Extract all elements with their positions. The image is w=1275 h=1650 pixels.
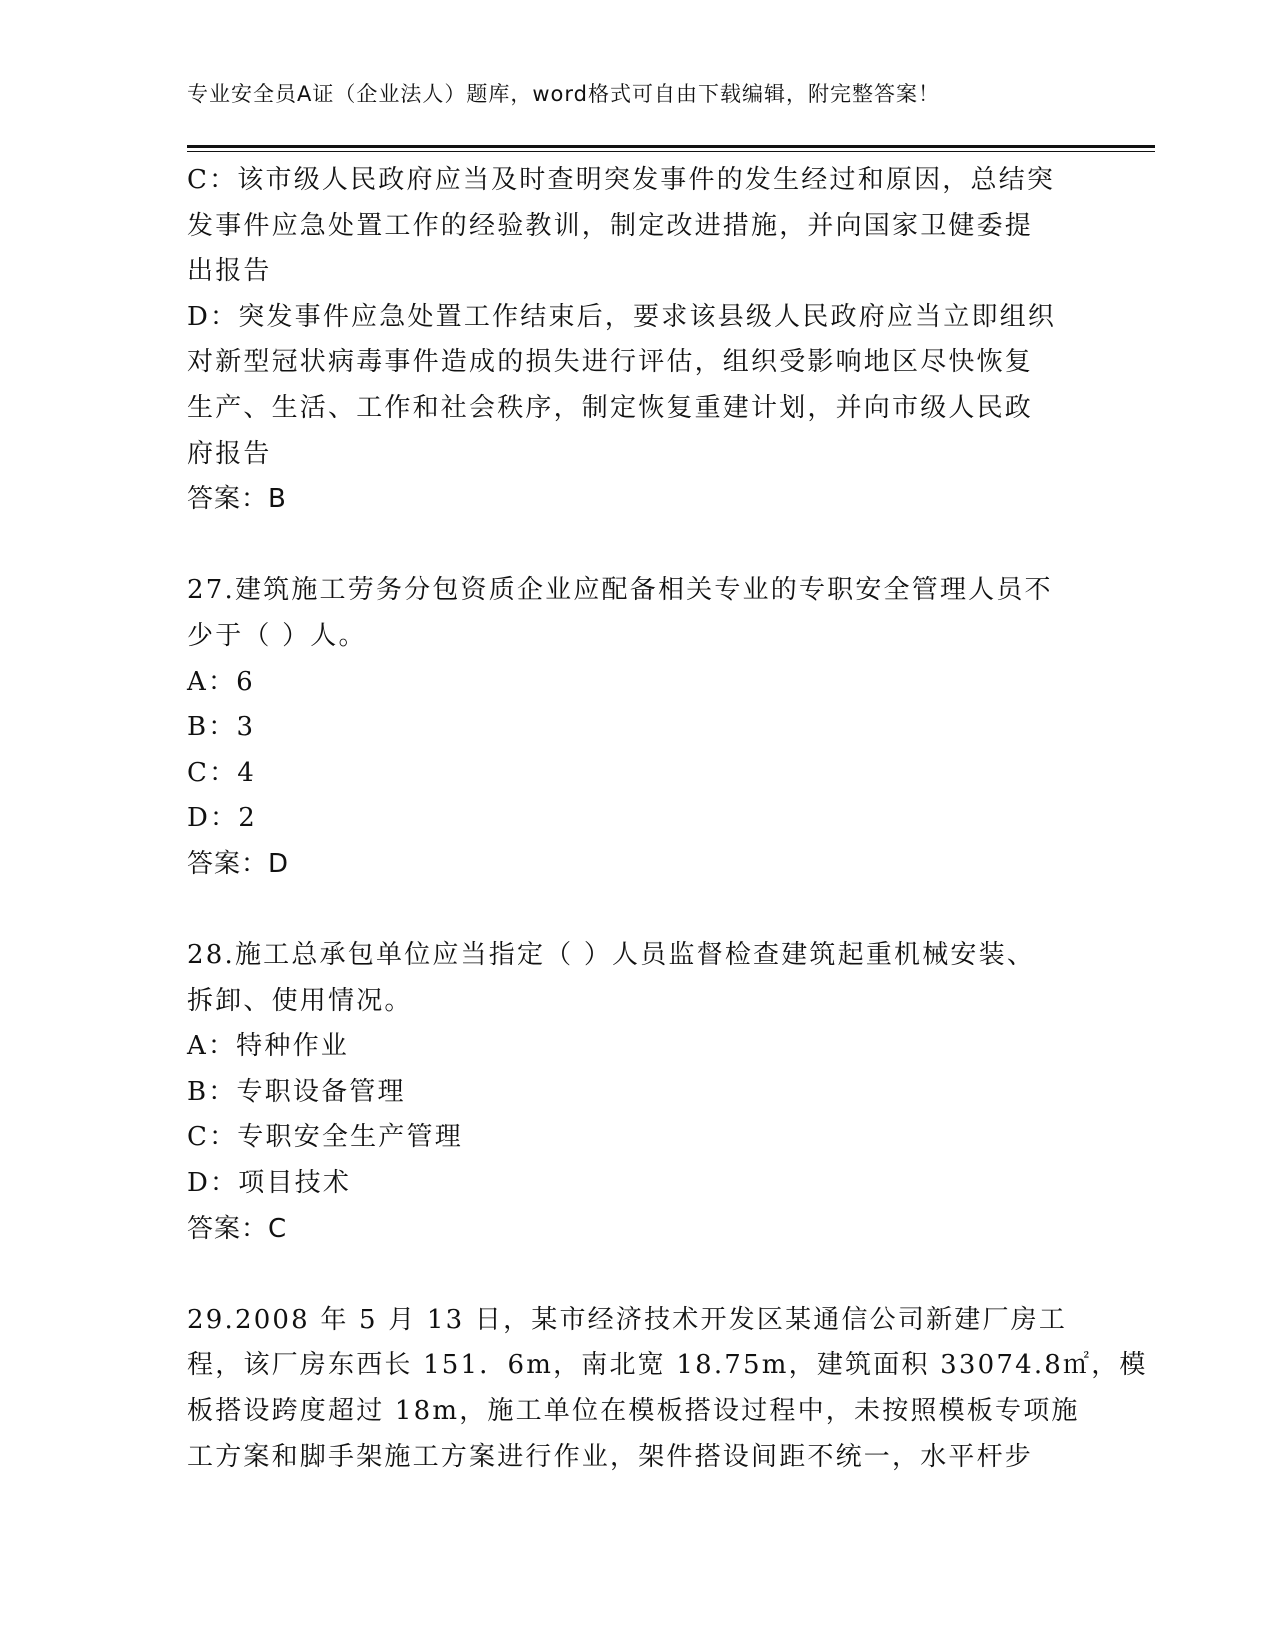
question-stem-line: 板搭设跨度超过 18m，施工单位在模板搭设过程中，未按照模板专项施: [187, 1396, 1080, 1427]
option-line: D：突发事件应急处置工作结束后，要求该县级人民政府应当立即组织: [187, 301, 1057, 332]
question-27: [187, 568, 1107, 887]
prev-question-option-d: [187, 295, 1107, 477]
option-line: 对新型冠状病毒事件造成的损失进行评估，组织受影响地区尽快恢复: [187, 347, 1034, 378]
prev-question-option-c: [187, 158, 1107, 295]
spacer: [187, 523, 1107, 569]
option-a: A：6: [187, 666, 255, 697]
question-stem-line: 27.建筑施工劳务分包资质企业应配备相关专业的专职安全管理人员不: [187, 575, 1053, 606]
option-line: 发事件应急处置工作的经验教训，制定改进措施，并向国家卫健委提: [187, 210, 1034, 241]
question-stem-line: 程，该厂房东西长 151．6m，南北宽 18.75m，建筑面积 33074.8㎡，模: [187, 1350, 1148, 1381]
question-stem-line: 工方案和脚手架施工方案进行作业，架件搭设间距不统一，水平杆步: [187, 1441, 1034, 1472]
option-c: C：专职安全生产管理: [187, 1122, 463, 1153]
question-stem-line: 拆卸、使用情况。: [187, 985, 413, 1016]
question-answer: 答案：D: [187, 848, 290, 879]
spacer: [187, 1252, 1107, 1298]
option-line: 出报告: [187, 256, 272, 287]
option-a: A：特种作业: [187, 1031, 349, 1062]
question-stem-line: 少于（ ）人。: [187, 620, 367, 651]
option-c: C：4: [187, 757, 257, 788]
question-stem-line: 28.施工总承包单位应当指定（ ）人员监督检查建筑起重机械安装、: [187, 940, 1036, 971]
question-28: [187, 933, 1107, 1252]
header-rule-thin: [187, 151, 1155, 152]
option-b: B：专职设备管理: [187, 1076, 406, 1107]
option-d: D：项目技术: [187, 1168, 352, 1199]
document-header: 专业安全员A证（企业法人）题库，word格式可自由下载编辑，附完整答案！: [187, 82, 940, 106]
option-line: C：该市级人民政府应当及时查明突发事件的发生经过和原因，总结突: [187, 165, 1056, 195]
header-rule-thick: [187, 145, 1155, 148]
option-line: 生产、生活、工作和社会秩序，制定恢复重建计划，并向市级人民政: [187, 392, 1034, 423]
option-d: D：2: [187, 803, 257, 834]
prev-question-answer: 答案：B: [187, 484, 287, 515]
option-b: B：3: [187, 712, 256, 743]
option-line: 府报告: [187, 438, 272, 469]
spacer: [187, 888, 1107, 934]
question-stem-line: 29.2008 年 5 月 13 日，某市经济技术开发区某通信公司新建厂房工: [187, 1304, 1068, 1335]
question-answer: 答案：C: [187, 1213, 288, 1244]
question-29: [187, 1298, 1148, 1480]
document-body: [187, 158, 1148, 1480]
